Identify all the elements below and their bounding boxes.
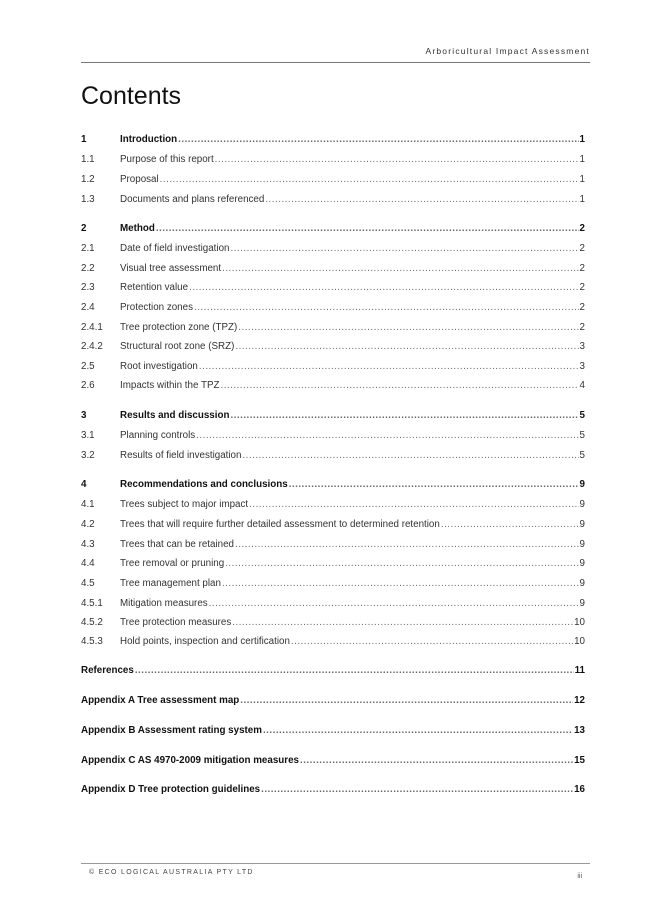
toc-title: Tree protection zone (TPZ) bbox=[120, 322, 238, 333]
toc-page: 2 bbox=[579, 322, 585, 333]
toc-number: 2.3 bbox=[81, 282, 95, 293]
toc-number: 2.4.1 bbox=[81, 322, 103, 333]
page-header bbox=[81, 40, 590, 63]
toc-entry[interactable] bbox=[81, 133, 585, 146]
toc-entry[interactable] bbox=[81, 242, 585, 255]
toc-page: 9 bbox=[579, 558, 585, 569]
dot-leader bbox=[261, 784, 573, 796]
toc-title: Visual tree assessment bbox=[120, 263, 222, 274]
dot-leader bbox=[291, 636, 573, 648]
toc-entry[interactable] bbox=[81, 724, 585, 737]
dot-leader bbox=[222, 578, 579, 590]
toc-title: Trees that will require further detailed assessment to determined retention bbox=[120, 519, 440, 530]
footer-page-number: iii bbox=[577, 873, 582, 880]
toc-title: Documents and plans referenced bbox=[120, 194, 265, 205]
toc-title: Appendix D Tree protection guidelines bbox=[81, 784, 261, 795]
dot-leader bbox=[196, 430, 578, 442]
dot-leader bbox=[235, 539, 579, 551]
dot-leader bbox=[230, 243, 578, 255]
dot-leader bbox=[220, 380, 578, 392]
toc-number: 2.5 bbox=[81, 361, 95, 372]
toc-entry[interactable] bbox=[81, 478, 585, 491]
dot-leader bbox=[209, 598, 579, 610]
toc-entry[interactable] bbox=[81, 538, 585, 551]
toc-page: 1 bbox=[579, 154, 585, 165]
toc-title: References bbox=[81, 665, 134, 676]
toc-title: Retention value bbox=[120, 282, 189, 293]
toc-entry[interactable] bbox=[81, 616, 585, 629]
toc-number: 2.4 bbox=[81, 302, 95, 313]
toc-page: 2 bbox=[579, 282, 585, 293]
dot-leader bbox=[263, 725, 573, 737]
toc-entry[interactable] bbox=[81, 193, 585, 206]
toc-title: Trees subject to major impact bbox=[120, 499, 249, 510]
toc-page: 10 bbox=[574, 636, 585, 647]
dot-leader bbox=[242, 450, 578, 462]
dot-leader bbox=[160, 174, 579, 186]
dot-leader bbox=[230, 410, 578, 422]
toc-page: 2 bbox=[579, 263, 585, 274]
toc-entry[interactable] bbox=[81, 635, 585, 648]
toc-page: 12 bbox=[574, 695, 585, 706]
toc-number: 4.5.1 bbox=[81, 598, 103, 609]
toc-number: 2.2 bbox=[81, 263, 95, 274]
page-title: Contents bbox=[81, 82, 182, 110]
toc-entry[interactable] bbox=[81, 449, 585, 462]
toc-title: Introduction bbox=[120, 134, 178, 145]
toc-number: 4.5.3 bbox=[81, 636, 103, 647]
toc-page: 9 bbox=[579, 578, 585, 589]
toc-number: 1 bbox=[81, 134, 87, 145]
dot-leader bbox=[238, 322, 578, 334]
toc-title: Appendix A Tree assessment map bbox=[81, 695, 240, 706]
dot-leader bbox=[300, 755, 573, 767]
toc-entry[interactable] bbox=[81, 577, 585, 590]
toc-number: 1.3 bbox=[81, 194, 95, 205]
toc-page: 9 bbox=[579, 539, 585, 550]
toc-entry[interactable] bbox=[81, 379, 585, 392]
toc-page: 3 bbox=[579, 361, 585, 372]
toc-title: Recommendations and conclusions bbox=[120, 479, 288, 490]
toc-title: Appendix B Assessment rating system bbox=[81, 725, 262, 736]
toc-page: 1 bbox=[579, 174, 585, 185]
toc-number: 4.5.2 bbox=[81, 617, 103, 628]
page-footer bbox=[81, 863, 590, 884]
toc-entry[interactable] bbox=[81, 222, 585, 235]
toc-title: Results of field investigation bbox=[120, 450, 242, 461]
toc-number: 4.5 bbox=[81, 578, 95, 589]
dot-leader bbox=[199, 361, 579, 373]
toc-number: 1.2 bbox=[81, 174, 95, 185]
toc-entry[interactable] bbox=[81, 360, 585, 373]
toc-page: 2 bbox=[579, 302, 585, 313]
toc-entry[interactable] bbox=[81, 321, 585, 334]
toc-page: 9 bbox=[579, 519, 585, 530]
toc-number: 2.6 bbox=[81, 380, 95, 391]
toc-page: 5 bbox=[579, 410, 585, 421]
toc-title: Tree management plan bbox=[120, 578, 221, 589]
toc-title: Tree protection measures bbox=[120, 617, 232, 628]
dot-leader bbox=[215, 154, 579, 166]
toc-page: 15 bbox=[574, 755, 585, 766]
toc-page: 3 bbox=[579, 341, 585, 352]
toc-entry[interactable] bbox=[81, 498, 585, 511]
toc-page: 9 bbox=[579, 479, 585, 490]
toc-title: Results and discussion bbox=[120, 410, 230, 421]
toc-page: 10 bbox=[574, 617, 585, 628]
toc-entry[interactable] bbox=[81, 281, 585, 294]
toc-title: Planning controls bbox=[120, 430, 196, 441]
toc-title: Appendix C AS 4970-2009 mitigation measures bbox=[81, 755, 299, 766]
toc-page: 13 bbox=[574, 725, 585, 736]
toc-entry[interactable] bbox=[81, 409, 585, 422]
toc-number: 4.2 bbox=[81, 519, 95, 530]
dot-leader bbox=[156, 223, 579, 235]
toc-entry[interactable] bbox=[81, 340, 585, 353]
toc-number: 2.1 bbox=[81, 243, 95, 254]
toc-title: Hold points, inspection and certification bbox=[120, 636, 290, 647]
toc-page: 1 bbox=[579, 134, 585, 145]
toc-number: 4 bbox=[81, 479, 87, 490]
toc-number: 3.1 bbox=[81, 430, 95, 441]
toc-title: Impacts within the TPZ bbox=[120, 380, 220, 391]
toc-page: 9 bbox=[579, 598, 585, 609]
toc-page: 2 bbox=[579, 223, 585, 234]
toc-page: 16 bbox=[574, 784, 585, 795]
toc-title: Proposal bbox=[120, 174, 159, 185]
toc-number: 1.1 bbox=[81, 154, 95, 165]
toc-title: Root investigation bbox=[120, 361, 198, 372]
dot-leader bbox=[289, 479, 579, 491]
toc-page: 5 bbox=[579, 430, 585, 441]
dot-leader bbox=[249, 499, 578, 511]
toc-page: 11 bbox=[574, 665, 585, 676]
toc-number: 3 bbox=[81, 410, 87, 421]
toc-entry[interactable] bbox=[81, 783, 585, 796]
dot-leader bbox=[232, 617, 573, 629]
toc-number: 3.2 bbox=[81, 450, 95, 461]
dot-leader bbox=[178, 134, 578, 146]
dot-leader bbox=[189, 282, 578, 294]
toc-entry[interactable] bbox=[81, 754, 585, 767]
dot-leader bbox=[265, 194, 578, 206]
toc-title: Mitigation measures bbox=[120, 598, 208, 609]
toc-title: Date of field investigation bbox=[120, 243, 230, 254]
toc-entry[interactable] bbox=[81, 664, 585, 677]
toc-number: 2 bbox=[81, 223, 87, 234]
dot-leader bbox=[135, 665, 574, 677]
toc-entry[interactable] bbox=[81, 557, 585, 570]
toc-entry[interactable] bbox=[81, 518, 585, 531]
toc-number: 4.3 bbox=[81, 539, 95, 550]
toc-number: 2.4.2 bbox=[81, 341, 103, 352]
dot-leader bbox=[194, 302, 579, 314]
toc-entry[interactable] bbox=[81, 429, 585, 442]
toc-title: Purpose of this report bbox=[120, 154, 214, 165]
toc-entry[interactable] bbox=[81, 262, 585, 275]
toc-title: Trees that can be retained bbox=[120, 539, 235, 550]
toc-title: Method bbox=[120, 223, 155, 234]
dot-leader bbox=[240, 695, 573, 707]
toc-page: 2 bbox=[579, 243, 585, 254]
toc-entry[interactable] bbox=[81, 173, 585, 186]
toc-title: Tree removal or pruning bbox=[120, 558, 225, 569]
dot-leader bbox=[222, 263, 578, 275]
toc-number: 4.1 bbox=[81, 499, 95, 510]
toc-page: 1 bbox=[579, 194, 585, 205]
toc-entry[interactable] bbox=[81, 694, 585, 707]
toc-page: 9 bbox=[579, 499, 585, 510]
dot-leader bbox=[225, 558, 578, 570]
dot-leader bbox=[235, 341, 578, 353]
toc-page: 4 bbox=[579, 380, 585, 391]
header-title: Arboricultural Impact Assessment bbox=[425, 46, 590, 56]
toc-entry[interactable] bbox=[81, 301, 585, 314]
dot-leader bbox=[441, 519, 579, 531]
footer-copyright: © ECO LOGICAL AUSTRALIA PTY LTD bbox=[89, 869, 254, 876]
toc-title: Structural root zone (SRZ) bbox=[120, 341, 235, 352]
toc-number: 4.4 bbox=[81, 558, 95, 569]
toc-page: 5 bbox=[579, 450, 585, 461]
toc-title: Protection zones bbox=[120, 302, 193, 313]
toc-entry[interactable] bbox=[81, 597, 585, 610]
toc-entry[interactable] bbox=[81, 153, 585, 166]
